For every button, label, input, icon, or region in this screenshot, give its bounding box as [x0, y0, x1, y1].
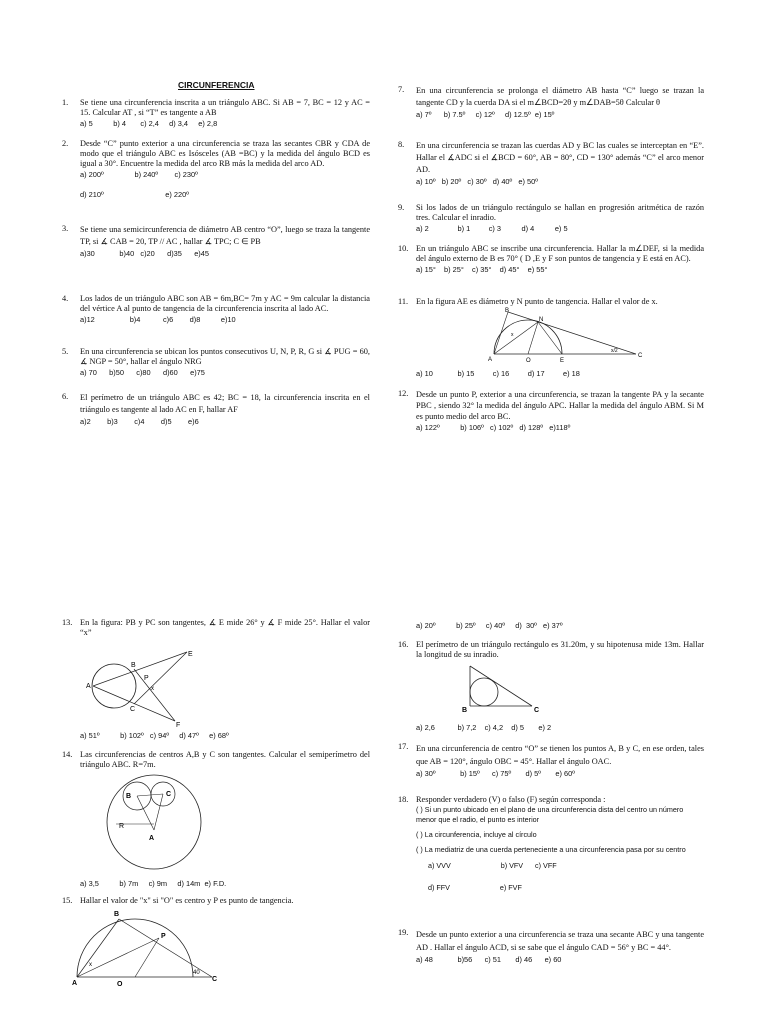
- answer-options: a) 122º b) 106º c) 102º d) 128º e)118º: [416, 423, 571, 432]
- answer-options: a) 3,5 b) 7m c) 9m d) 14m e) F.D.: [80, 879, 227, 888]
- statement-3: ( ) La mediatriz de una cuerda perteneciente a una circunferencia pasa por su centro: [416, 845, 686, 854]
- question-3: [62, 224, 370, 259]
- answer-options: a) 70 b)50 c)80 d)60 e)75: [80, 368, 205, 377]
- label-b: B: [462, 707, 468, 714]
- question-number: 14.: [62, 750, 73, 759]
- question-number: 19.: [398, 928, 409, 937]
- question-number: 18.: [398, 795, 409, 804]
- question-text: En la figura: PB y PC son tangentes, ∡ E mide 26° y ∡ F mide 25°. Hallar el valor “x”: [80, 618, 370, 637]
- question-17: [398, 742, 704, 779]
- question-10: [398, 244, 704, 275]
- label-c: C: [212, 976, 218, 983]
- question-text: En la figura AE es diámetro y N punto de tangencia. Hallar el valor de x.: [416, 297, 658, 306]
- answer-options: a) 5 b) 4 c) 2,4 d) 3,4 e) 2,8: [80, 119, 218, 128]
- question-number: 17.: [398, 742, 409, 751]
- question-6: [62, 392, 370, 427]
- label-e: E: [560, 358, 565, 364]
- label-o: O: [117, 981, 123, 987]
- answer-options: a) 30º b) 15º c) 75º d) 5º e) 60º: [416, 769, 575, 778]
- question-number: 15.: [62, 896, 73, 905]
- label-x: x: [511, 332, 514, 338]
- label-a: A: [86, 683, 91, 690]
- question-text: En un triángulo ABC se inscribe una circunferencia. Hallar la m∠DEF, si la medida del ángulo externo de B es 70° ( D ,E y F son puntos de tangencia y E está en AC).: [416, 244, 704, 263]
- label-n: N: [539, 317, 544, 323]
- question-number: 7.: [398, 85, 405, 94]
- answer-options: a)2 b)3 c)4 d)5 e)6: [80, 417, 199, 426]
- question-text: Si los lados de un triángulo rectángulo se hallan en progresión aritmética de razón tres. Calcular el inradio.: [416, 203, 704, 222]
- question-11-options: [398, 368, 704, 379]
- question-8: [398, 140, 704, 187]
- label-b: B: [131, 662, 136, 669]
- question-number: 4.: [62, 294, 69, 303]
- question-text: Se tiene una circunferencia inscrita a un triángulo ABC. Si AB = 7, BC = 12 y AC = 15. Calcular AT , si “T” es tangente a AB: [80, 98, 370, 117]
- question-12: [398, 389, 704, 433]
- question-number: 1.: [62, 98, 69, 107]
- question-19: [398, 928, 704, 965]
- answer-options: d) 210º e) 220º: [80, 190, 189, 199]
- answer-options: a)12 b)4 c)6 d)8 e)10: [80, 315, 236, 324]
- answer-options: a) 10º b) 20º c) 30º d) 40º e) 50º: [416, 177, 538, 186]
- question-text: El perímetro de un triángulo ABC es 42; BC = 18, la circunferencia inscrita en el triángulo es tangente al lado AC en F, hallar AF: [80, 393, 370, 414]
- question-number: 13.: [62, 618, 73, 627]
- answer-options: a) 20º b) 25º c) 40º d) 30º e) 37º: [416, 621, 563, 630]
- answer-options: a)30 b)40 c)20 d)35 e)45: [80, 249, 209, 258]
- question-text: Las circunferencias de centros A,B y C son tangentes. Calcular el semiperímetro del triángulo ABC. R=7m.: [80, 750, 370, 769]
- label-r: R: [119, 823, 125, 830]
- question-1: [62, 98, 370, 129]
- question-text: Desde un punto exterior a una circunferencia se traza una secante ABC y una tangente AD . Hallar el ángulo ACD, si se sabe que el ángulo CAD = 56° y BC = 44°.: [416, 930, 704, 952]
- left-column: [62, 0, 370, 1024]
- question-text: El perímetro de un triángulo rectángulo es 31.20m, y su hipotenusa mide 13m. Hallar la longitud de su inradio.: [416, 640, 704, 659]
- question-text: Se tiene una semicircunferencia de diámetro AB centro “O”, luego se traza la tangente TP, si ∡ CAB = 20, TP // AC , hallar ∡ TPC; C ∈ PB: [80, 225, 370, 246]
- question-text: Los lados de un triángulo ABC son AB = 6m,BC= 7m y AC = 9m calcular la distancia del vértice A al punto de tangencia de la circunferencia inscrita al lado AC.: [80, 294, 370, 313]
- question-4: [62, 294, 370, 325]
- question-number: 6.: [62, 392, 69, 401]
- question-number: 11.: [398, 297, 409, 306]
- question-number: 16.: [398, 640, 409, 649]
- question-15: [62, 896, 370, 906]
- label-e: E: [188, 651, 193, 658]
- label-a: A: [72, 980, 78, 987]
- question-text: Hallar el valor de "x" si "O" es centro y P es punto de tangencia.: [80, 896, 294, 905]
- question-16: [398, 640, 704, 660]
- label-b: B: [114, 911, 120, 918]
- figure-16: [460, 660, 550, 718]
- label-o: O: [526, 358, 531, 364]
- label-b: B: [505, 308, 510, 314]
- figure-14: [92, 772, 232, 872]
- question-15-options: [398, 620, 704, 631]
- question-number: 8.: [398, 140, 405, 149]
- question-text: En una circunferencia se ubican los puntos consecutivos U, N, P, R, G si ∡ PUG = 60, ∡ NGP = 50°, hallar el ángulo NRG: [80, 347, 370, 366]
- label-c: C: [166, 791, 172, 798]
- answer-options: a) 10 b) 15 c) 16 d) 17 e) 18: [416, 369, 580, 378]
- label-b: B: [126, 793, 132, 800]
- answer-options: d) FFV e) FVF: [428, 883, 522, 892]
- statement-1: ( ) Si un punto ubicado en el plano de una circunferencia dista del centro un número menor que el radio, el punto es interior: [416, 805, 684, 824]
- question-13-options: [62, 730, 370, 741]
- label-p: P: [161, 933, 166, 940]
- label-c: C: [638, 353, 643, 359]
- answer-options: a) 15° b) 25° c) 35° d) 45° e) 55°: [416, 265, 548, 274]
- question-text: Desde un punto P, exterior a una circunferencia, se trazan la tangente PA y la secante PBC , siendo 32° la medida del ángulo APC. Hallar la medida del ángulo ABM. Si M es punto medio del arco BC.: [416, 390, 704, 421]
- question-14: [62, 750, 370, 770]
- question-9: [398, 203, 704, 234]
- label-x: x: [89, 962, 92, 968]
- answer-options: a) 7º b) 7.5º c) 12º d) 12.5º e) 15º: [416, 110, 555, 119]
- question-text: En una circunferencia se trazan las cuerdas AD y BC las cuales se interceptan en “E”. Hallar el ∡ADC si el ∡BCD = 60°, AB = 80°, CD = 130° además “C” el arco menor AD.: [416, 141, 704, 174]
- statement-2: ( ) La circunferencia, incluye al círculo: [416, 830, 537, 839]
- label-a: A: [149, 835, 155, 842]
- question-text: En una circunferencia de centro “O” se tienen los puntos A, B y C, en ese orden, tales que AB = 120°, ángulo OBC = 45°. Hallar el ángulo OAC.: [416, 744, 704, 766]
- question-text: Desde “C” punto exterior a una circunferencia se traza las secantes CBR y CDA de modo que el triángulo ABC es Isósceles (AB =BC) y la medida del ángulo BCD es igual a 30°. Encuentre la medida del arco RB más la medida del arco AD.: [80, 139, 370, 168]
- answer-options: a) 2 b) 1 c) 3 d) 4 e) 5: [416, 224, 568, 233]
- answer-options: a) 48 b)56 c) 51 d) 46 e) 60: [416, 955, 562, 964]
- label-a: A: [488, 357, 493, 363]
- question-2: [62, 139, 370, 200]
- question-number: 3.: [62, 224, 69, 233]
- question-number: 12.: [398, 389, 409, 398]
- question-number: 2.: [62, 139, 69, 148]
- question-16-options: [398, 722, 704, 733]
- label-p: P: [144, 675, 149, 682]
- question-18: [398, 795, 704, 893]
- question-number: 9.: [398, 203, 405, 212]
- right-column: [398, 0, 704, 1024]
- figure-15: [67, 907, 227, 987]
- label-c: C: [130, 706, 136, 713]
- question-7: [398, 85, 704, 120]
- question-text: Responder verdadero (V) o falso (F) según corresponda :: [416, 795, 606, 804]
- figure-13: [84, 644, 224, 729]
- label-x: x: [151, 686, 154, 692]
- answer-options: a) 2,6 b) 7,2 c) 4,2 d) 5 e) 2: [416, 723, 552, 732]
- question-number: 10.: [398, 244, 409, 253]
- answer-options: a) 51º b) 102º c) 94º d) 47º e) 68º: [80, 731, 229, 740]
- answer-options: a) 200º b) 240º c) 230º: [80, 170, 198, 179]
- label-f: F: [176, 722, 181, 729]
- question-text: En una circunferencia se prolonga el diámetro AB hasta “C” luego se trazan la tangente CD y la cuerda DA si el m∠BCD=2θ y m∠DAB=5θ Calcular θ: [416, 86, 704, 107]
- question-5: [62, 347, 370, 378]
- page-title: CIRCUNFERENCIA: [178, 80, 255, 90]
- question-13: [62, 618, 370, 638]
- label-angle: 40: [193, 970, 200, 976]
- question-number: 5.: [62, 347, 69, 356]
- answer-options: a) VVV b) VFV c) VFF: [428, 861, 557, 870]
- figure-11: [486, 306, 646, 364]
- label-c: C: [534, 707, 540, 714]
- label-angle: x/2: [611, 348, 618, 354]
- question-14-options: [62, 878, 370, 889]
